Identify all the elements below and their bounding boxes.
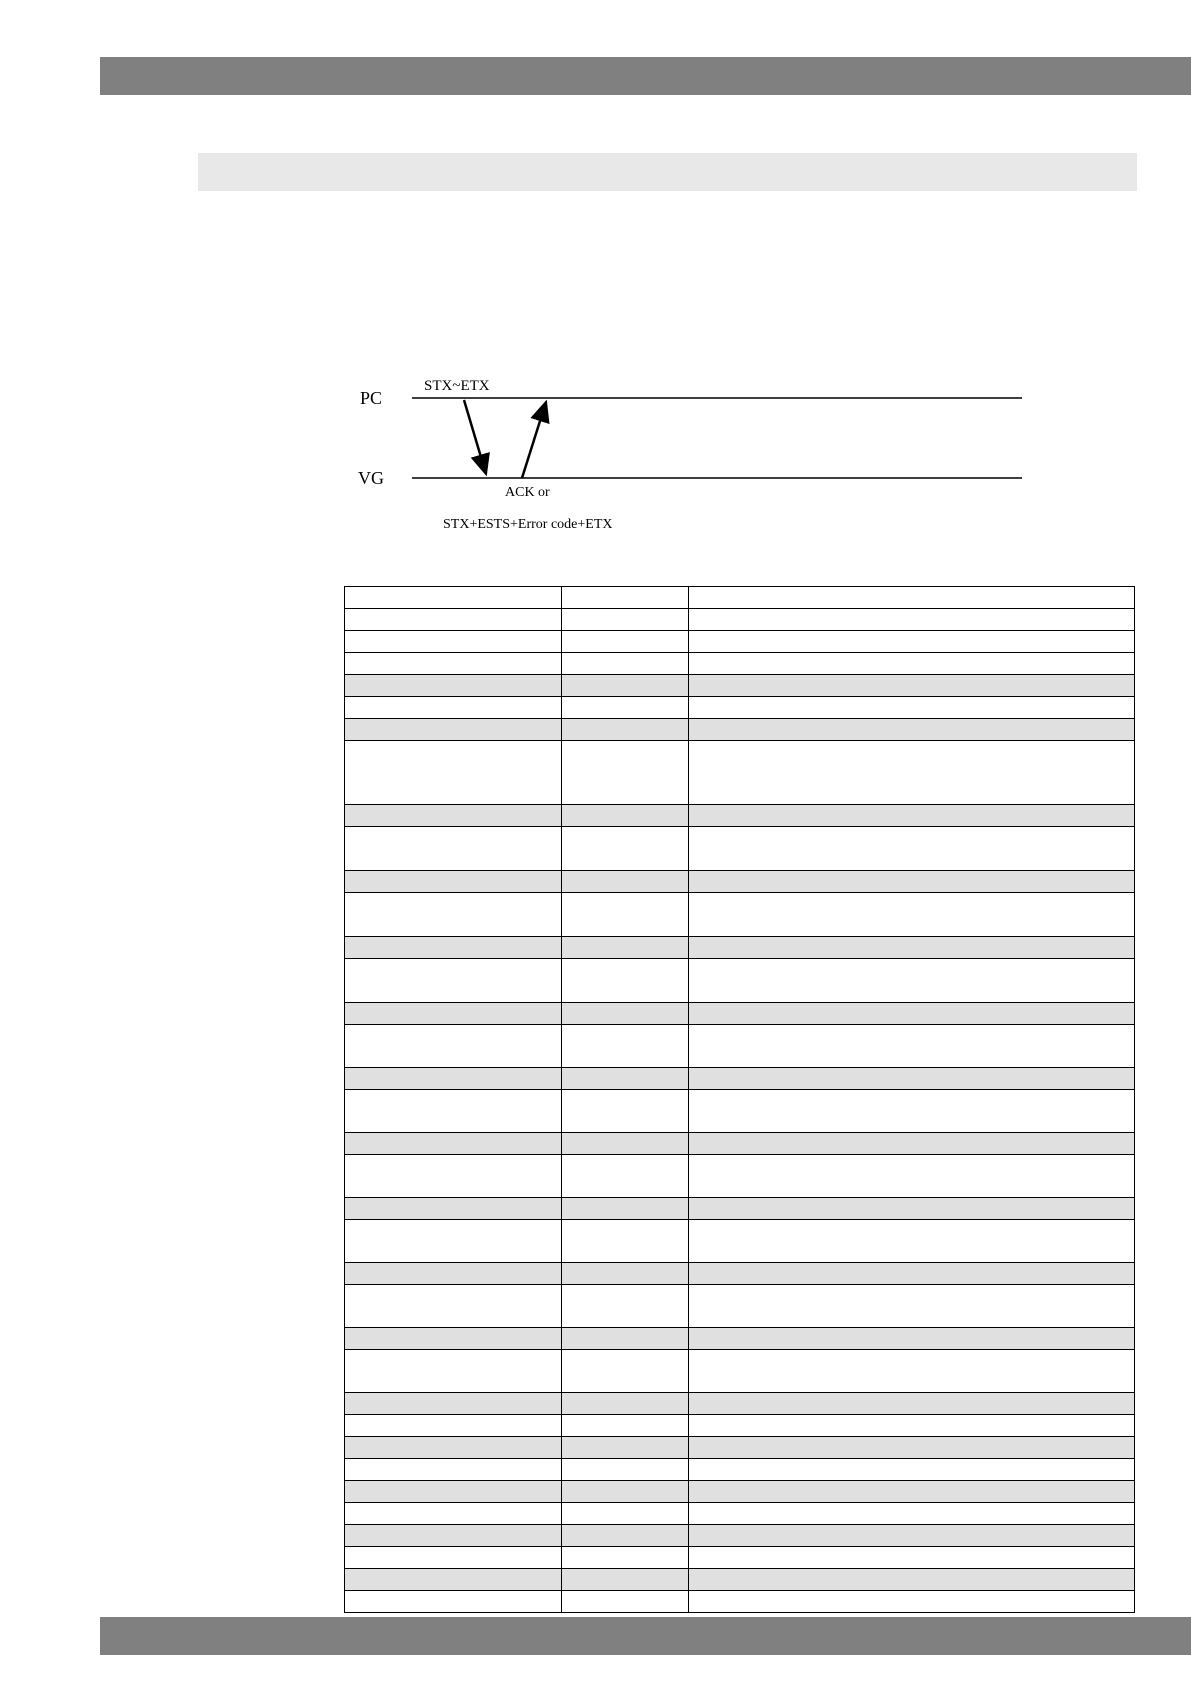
- table-cell: [345, 741, 562, 805]
- table-row: [345, 675, 1135, 697]
- table-cell: [562, 1569, 689, 1591]
- table-row: [345, 719, 1135, 741]
- response-arrow: [522, 402, 546, 478]
- table-row: [345, 653, 1135, 675]
- table-cell: [689, 937, 1135, 959]
- table-row: [345, 805, 1135, 827]
- table-cell: [345, 1569, 562, 1591]
- reply-label-ack: ACK or: [505, 485, 550, 500]
- communication-sequence-diagram: [350, 370, 1040, 540]
- specification-table-body: [345, 587, 1135, 1613]
- table-row: [345, 1437, 1135, 1459]
- table-cell: [345, 1133, 562, 1155]
- table-cell: [562, 805, 689, 827]
- header-bar: [100, 57, 1191, 95]
- table-row: [345, 609, 1135, 631]
- table-cell: [689, 1220, 1135, 1263]
- table-cell: [689, 827, 1135, 871]
- table-cell: [345, 937, 562, 959]
- table-cell: [345, 1025, 562, 1068]
- table-cell: [562, 1285, 689, 1328]
- table-cell: [689, 1025, 1135, 1068]
- table-cell: [345, 1393, 562, 1415]
- table-row: [345, 1090, 1135, 1133]
- table-cell: [562, 1328, 689, 1350]
- table-cell: [345, 1328, 562, 1350]
- section-heading-band: [198, 153, 1137, 191]
- table-cell: [689, 1155, 1135, 1198]
- table-row: [345, 1393, 1135, 1415]
- table-cell: [345, 1415, 562, 1437]
- table-cell: [562, 959, 689, 1003]
- table-cell: [562, 1503, 689, 1525]
- table-cell: [689, 871, 1135, 893]
- table-cell: [562, 1220, 689, 1263]
- table-cell: [562, 631, 689, 653]
- table-cell: [562, 893, 689, 937]
- table-cell: [562, 1547, 689, 1569]
- table-cell: [689, 1525, 1135, 1547]
- reply-label-error: STX+ESTS+Error code+ETX: [443, 517, 613, 532]
- table-cell: [345, 1220, 562, 1263]
- table-cell: [345, 1459, 562, 1481]
- table-cell: [345, 609, 562, 631]
- table-cell: [345, 719, 562, 741]
- table-cell: [562, 1459, 689, 1481]
- table-cell: [689, 1481, 1135, 1503]
- table-row: [345, 1133, 1135, 1155]
- table-row: [345, 1068, 1135, 1090]
- send-label: STX~ETX: [424, 378, 490, 394]
- table-cell: [345, 1503, 562, 1525]
- table-cell: [345, 1155, 562, 1198]
- table-row: [345, 1285, 1135, 1328]
- table-cell: [562, 871, 689, 893]
- vg-label: VG: [358, 468, 384, 488]
- table-cell: [689, 1285, 1135, 1328]
- table-cell: [562, 1198, 689, 1220]
- table-row: [345, 1569, 1135, 1591]
- table-cell: [345, 1525, 562, 1547]
- table-cell: [689, 719, 1135, 741]
- table-cell: [345, 827, 562, 871]
- table-row: [345, 741, 1135, 805]
- table-row: [345, 1481, 1135, 1503]
- table-cell: [562, 653, 689, 675]
- table-cell: [689, 893, 1135, 937]
- pc-label: PC: [360, 388, 383, 408]
- table-row: [345, 1198, 1135, 1220]
- footer-bar: [100, 1617, 1191, 1655]
- table-cell: [689, 1393, 1135, 1415]
- table-cell: [689, 1350, 1135, 1393]
- table-row: [345, 959, 1135, 1003]
- table-cell: [562, 587, 689, 609]
- table-cell: [562, 675, 689, 697]
- table-cell: [689, 587, 1135, 609]
- table-cell: [689, 697, 1135, 719]
- table-cell: [562, 1133, 689, 1155]
- table-row: [345, 893, 1135, 937]
- table-cell: [562, 1525, 689, 1547]
- table-cell: [562, 609, 689, 631]
- table-row: [345, 1415, 1135, 1437]
- table-cell: [345, 1090, 562, 1133]
- table-cell: [689, 1503, 1135, 1525]
- table-row: [345, 1003, 1135, 1025]
- table-cell: [689, 1459, 1135, 1481]
- table-cell: [689, 1437, 1135, 1459]
- table-cell: [345, 1591, 562, 1613]
- table-cell: [689, 675, 1135, 697]
- table-cell: [345, 587, 562, 609]
- table-cell: [562, 1263, 689, 1285]
- table-cell: [345, 1547, 562, 1569]
- table-cell: [345, 871, 562, 893]
- table-cell: [345, 893, 562, 937]
- table-row: [345, 1350, 1135, 1393]
- table-cell: [689, 959, 1135, 1003]
- table-cell: [689, 653, 1135, 675]
- table-cell: [345, 631, 562, 653]
- table-cell: [689, 609, 1135, 631]
- table-row: [345, 1155, 1135, 1198]
- table-cell: [689, 805, 1135, 827]
- table-cell: [562, 1415, 689, 1437]
- table-cell: [689, 1547, 1135, 1569]
- table-cell: [345, 1285, 562, 1328]
- table-cell: [689, 1328, 1135, 1350]
- table-cell: [562, 1393, 689, 1415]
- table-cell: [689, 1003, 1135, 1025]
- table-cell: [562, 937, 689, 959]
- table-cell: [562, 697, 689, 719]
- sequence-diagram-svg: [350, 370, 1040, 540]
- table-row: [345, 937, 1135, 959]
- table-row: [345, 1525, 1135, 1547]
- table-cell: [689, 1090, 1135, 1133]
- table-cell: [345, 1350, 562, 1393]
- table-cell: [562, 827, 689, 871]
- table-cell: [562, 1068, 689, 1090]
- table-row: [345, 871, 1135, 893]
- table-cell: [345, 1198, 562, 1220]
- table-cell: [562, 741, 689, 805]
- table-cell: [345, 697, 562, 719]
- table-row: [345, 697, 1135, 719]
- table-row: [345, 1459, 1135, 1481]
- table-cell: [562, 1155, 689, 1198]
- table-cell: [689, 1133, 1135, 1155]
- table-cell: [345, 1481, 562, 1503]
- table-row: [345, 1328, 1135, 1350]
- table-cell: [562, 1350, 689, 1393]
- table-cell: [689, 1068, 1135, 1090]
- table-cell: [562, 1003, 689, 1025]
- table-cell: [345, 1003, 562, 1025]
- table-cell: [345, 805, 562, 827]
- table-row: [345, 1547, 1135, 1569]
- table-cell: [689, 741, 1135, 805]
- table-cell: [689, 1415, 1135, 1437]
- table-row: [345, 1220, 1135, 1263]
- table-cell: [562, 1481, 689, 1503]
- table-cell: [345, 1068, 562, 1090]
- table-row: [345, 827, 1135, 871]
- table-cell: [345, 1263, 562, 1285]
- table-cell: [562, 719, 689, 741]
- command-arrow: [464, 400, 486, 474]
- table-cell: [689, 1569, 1135, 1591]
- table-cell: [689, 1263, 1135, 1285]
- table-row: [345, 1503, 1135, 1525]
- specification-table: [344, 586, 1135, 1613]
- table-row: [345, 631, 1135, 653]
- table-cell: [345, 653, 562, 675]
- table-row: [345, 1263, 1135, 1285]
- table-cell: [562, 1025, 689, 1068]
- table-cell: [562, 1090, 689, 1133]
- table-cell: [689, 1591, 1135, 1613]
- table-row: [345, 1025, 1135, 1068]
- table-cell: [689, 631, 1135, 653]
- table-cell: [345, 1437, 562, 1459]
- table-cell: [562, 1591, 689, 1613]
- table-cell: [345, 959, 562, 1003]
- table-cell: [689, 1198, 1135, 1220]
- table-cell: [345, 675, 562, 697]
- table-row: [345, 1591, 1135, 1613]
- table-row: [345, 587, 1135, 609]
- table-cell: [562, 1437, 689, 1459]
